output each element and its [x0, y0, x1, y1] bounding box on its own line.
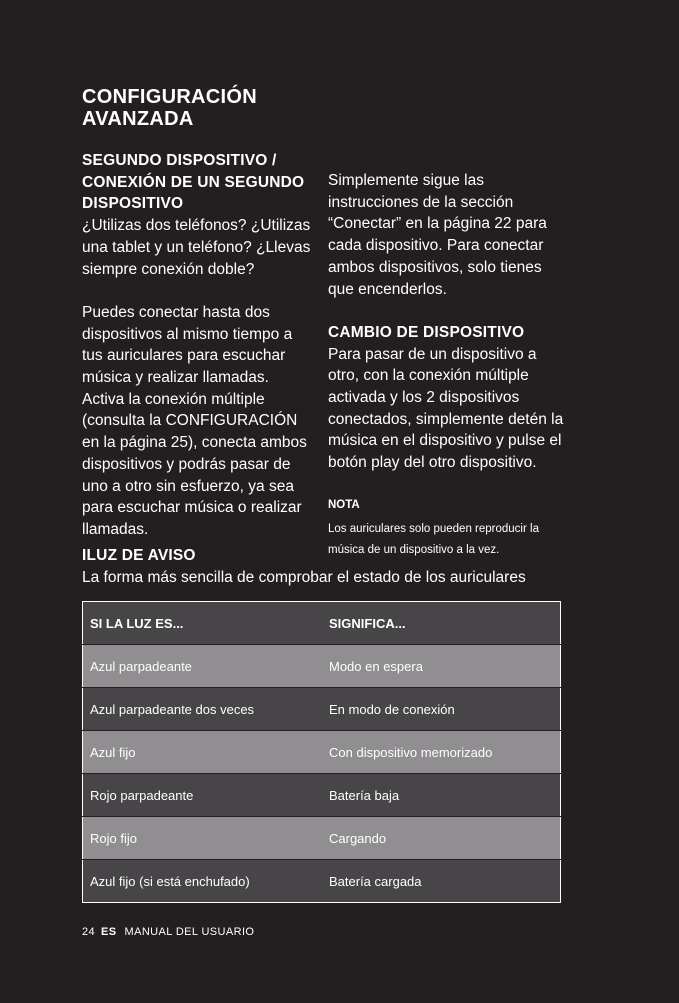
left-column [82, 150, 314, 541]
table-row [83, 860, 561, 903]
page-footer [82, 926, 254, 938]
light-state: Rojo parpadeante [83, 774, 323, 817]
warning-light-table [82, 601, 561, 903]
second-device-instructions: Simplemente sigue las instrucciones de la sección “Conectar” en la página 22 para cada dispositivo. Para conectar ambos dispositivos, solo tienes que encenderlos. [328, 172, 547, 298]
note-text: Los auriculares solo pueden reproducir la música de un dispositivo a la vez. [328, 522, 539, 556]
light-meaning: Batería baja [322, 774, 561, 817]
language-code: ES [101, 926, 117, 938]
device-switch-heading: CAMBIO DE DISPOSITIVO [328, 323, 525, 341]
warning-light-subtitle: La forma más sencilla de comprobar el estado de los auriculares [82, 568, 526, 586]
device-switch-text: Para pasar de un dispositivo a otro, con la conexión múltiple activada y los 2 dispositivos conectados, simplemente detén la música en el dispositivo y pulse el botón play del otro dispositivo. [328, 345, 564, 472]
table-row [83, 817, 561, 860]
second-device-description: Puedes conectar hasta dos dispositivos al mismo tiempo a tus auriculares para escuchar música y realizar llamadas. Activa la conexión múltiple (consulta la CONFIGURACIÓN en la página 25), conecta ambos dispositivos y podrás pasar de uno a otro sin esfuerzo, ya sea para escuchar música o realizar llamadas. [82, 303, 307, 538]
light-state: Azul parpadeante [83, 645, 323, 688]
page-number: 24 [82, 926, 96, 938]
table-row [83, 645, 561, 688]
second-device-heading: SEGUNDO DISPOSITIVO / CONEXIÓN DE UN SEGUNDO DISPOSITIVO [82, 152, 305, 213]
second-device-intro: ¿Utilizas dos teléfonos? ¿Utilizas una tablet y un teléfono? ¿Llevas siempre conexión doble? [82, 217, 311, 278]
manual-title: MANUAL DEL USUARIO [124, 926, 255, 938]
table-row [83, 731, 561, 774]
light-meaning: En modo de conexión [322, 688, 561, 731]
table-header-light: SI LA LUZ ES... [83, 602, 323, 645]
table-header-meaning: SIGNIFICA... [322, 602, 561, 645]
right-column [328, 170, 568, 561]
warning-light-section [82, 545, 582, 588]
table-row [83, 688, 561, 731]
light-state: Azul parpadeante dos veces [83, 688, 323, 731]
note-title: NOTA [328, 498, 360, 511]
light-meaning: Cargando [322, 817, 561, 860]
light-state: Azul fijo (si está enchufado) [83, 860, 323, 903]
light-state: Azul fijo [83, 731, 323, 774]
page-title: CONFIGURACIÓN AVANZADA [82, 86, 258, 130]
table-row [83, 774, 561, 817]
light-meaning: Batería cargada [322, 860, 561, 903]
warning-light-heading: ILUZ DE AVISO [82, 547, 196, 564]
light-meaning: Modo en espera [322, 645, 561, 688]
light-meaning: Con dispositivo memorizado [322, 731, 561, 774]
table-header-row [83, 602, 561, 645]
light-state: Rojo fijo [83, 817, 323, 860]
